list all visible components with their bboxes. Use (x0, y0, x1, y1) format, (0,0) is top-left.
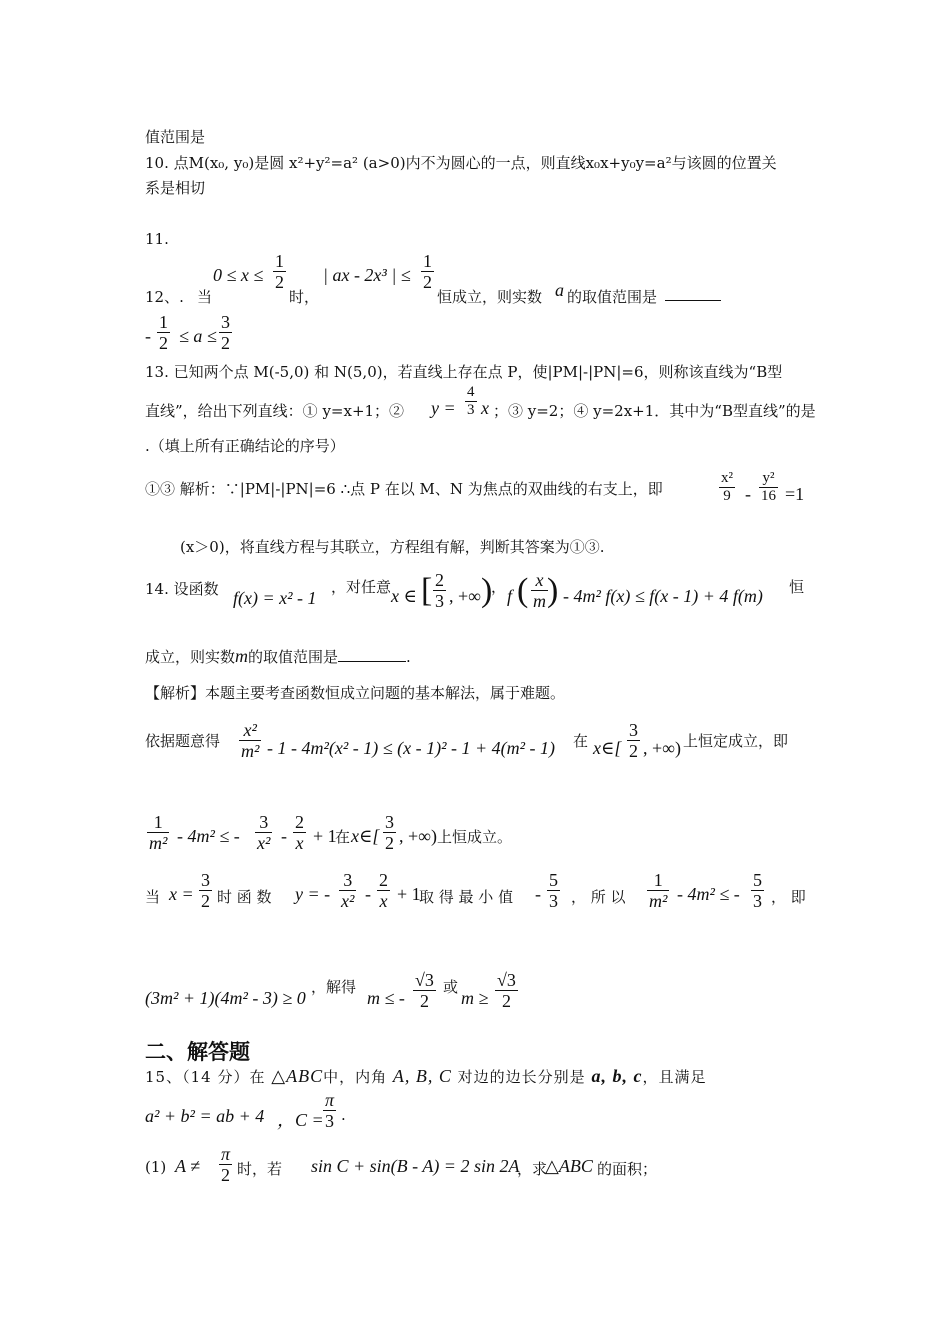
section-heading: 二、解答题 (145, 1040, 250, 1064)
q14-line2: 成立，则实数m的取值范围是 . (145, 646, 411, 666)
q10-line1: 10. 点M(x₀, y₀)是圆 x²+y²=a² (a>0)内不为圆心的一点，则直线x₀x+y₀y=a²与该圆的位置关 (145, 154, 777, 172)
q13-line1: 13. 已知两个点 M(-5,0) 和 N(5,0)，若直线上存在点 P，使|PM|-|PN|=6，则称该直线为“B型 (145, 363, 783, 381)
q10-line2: 系是相切 (145, 179, 206, 197)
q15-line1: 15、（14 分）在 △ABC中，内角 A, B, C 对边的边长分别是 a, b, c，且满足 (145, 1066, 707, 1086)
q14-analysis: 【解析】本题主要考查函数恒成立问题的基本解法，属于难题。 (145, 684, 566, 702)
q9-tail: 值范围是 (145, 128, 206, 146)
q13-solution-2: (x＞0)，将直线方程与其联立，方程组有解，判断其答案为①③. (180, 538, 605, 556)
q11-number: 11. (145, 230, 169, 248)
q13-line3: .（填上所有正确结论的序号） (145, 437, 345, 455)
document-page: 值范围是 10. 点M(x₀, y₀)是圆 x²+y²=a² (a>0)内不为圆心的一点，则直线x₀x+y₀y=a²与该圆的位置关 系是相切 11. 12、. 当 0 ≤ x ≤ $\frac{1}{2}$ 时， | ax - 2x³ | ≤ $\frac{1}{2}$ 恒成立，则实数 a 的取值范围是 - $\frac{1}{2}$ ≤ a ≤ $\frac{3}{2}$ 13. 已知两个点 M(-5,0) 和 N(5,0)，若直线上存在点 P，使|PM|-|PN|=6，则称该直线为“B型 直线”，给出下列直线：① y=x+1；② y = $\frac{4}{3}$ x ；③ y=2；④ y=2x+1．其中为“B型直线”的是 .（填上所有正确结论的序号） ①③ 解析：∵|PM|-|PN|=6 ∴点 P 在以 M、N 为焦点的双曲线的右支上，即 $\frac{\text{x²}}{9}$ - $\frac{\text{y²}}{16}$ =1 (x＞0)，将直线方程与其联立，方程组有解，判断其答案为①③. 14. 设函数 f(x) = x² - 1 ，对任意 x ∈ [ $\frac{2}{3}$ , +∞ ) ， f ( $\frac{x}{m}$ ) - 4m² f(x) ≤ f(x - 1) + 4 f(m) 恒 成立，则实数m的取值范围是 . 【解析】本题主要考查函数恒成立问题的基本解法，属于难题。 依据题意得 $\frac{\text{x²}}{\text{m²}}$ - 1 - 4m²(x² - 1) ≤ (x - 1)² - 1 + 4(m² - 1) 在 x∈[ $\frac{3}{2}$ , +∞) 上恒定成立，即 $\frac{1}{\text{m²}}$ - 4m² ≤ - $\frac{3}{\text{x²}}$ - $\frac{2}{x}$ + 1 在 x∈[ $\frac{3}{2}$ , +∞) 上恒成立。 当 x = $\frac{3}{2}$ 时 函 数 y = - $\frac{3}{\text{x²}}$ - $\frac{2}{x}$ + 1 取 得 最 小 值 - $\frac{5}{3}$ ， 所 以 $\frac{1}{\text{m²}}$ - 4m² ≤ - $\frac{5}{3}$ ， 即 (3m² + 1)(4m² - 3) ≥ 0 ，解得 m ≤ - $\frac{√3}{2}$ 或 m ≥ $\frac{√3}{2}$ 二、解答题 15、（14 分）在 △ABC中，内角 A, B, C 对边的边长分别是 a, b, c，且满足 a² + b² = ab + 4 ，C = $\frac{\pi}{3}$ . (1) A ≠ $\frac{\pi}{2}$ 时，若 sin C + sin(B - A) = 2 sin 2A ，求 △ABC 的面积； (145, 128, 816, 1185)
